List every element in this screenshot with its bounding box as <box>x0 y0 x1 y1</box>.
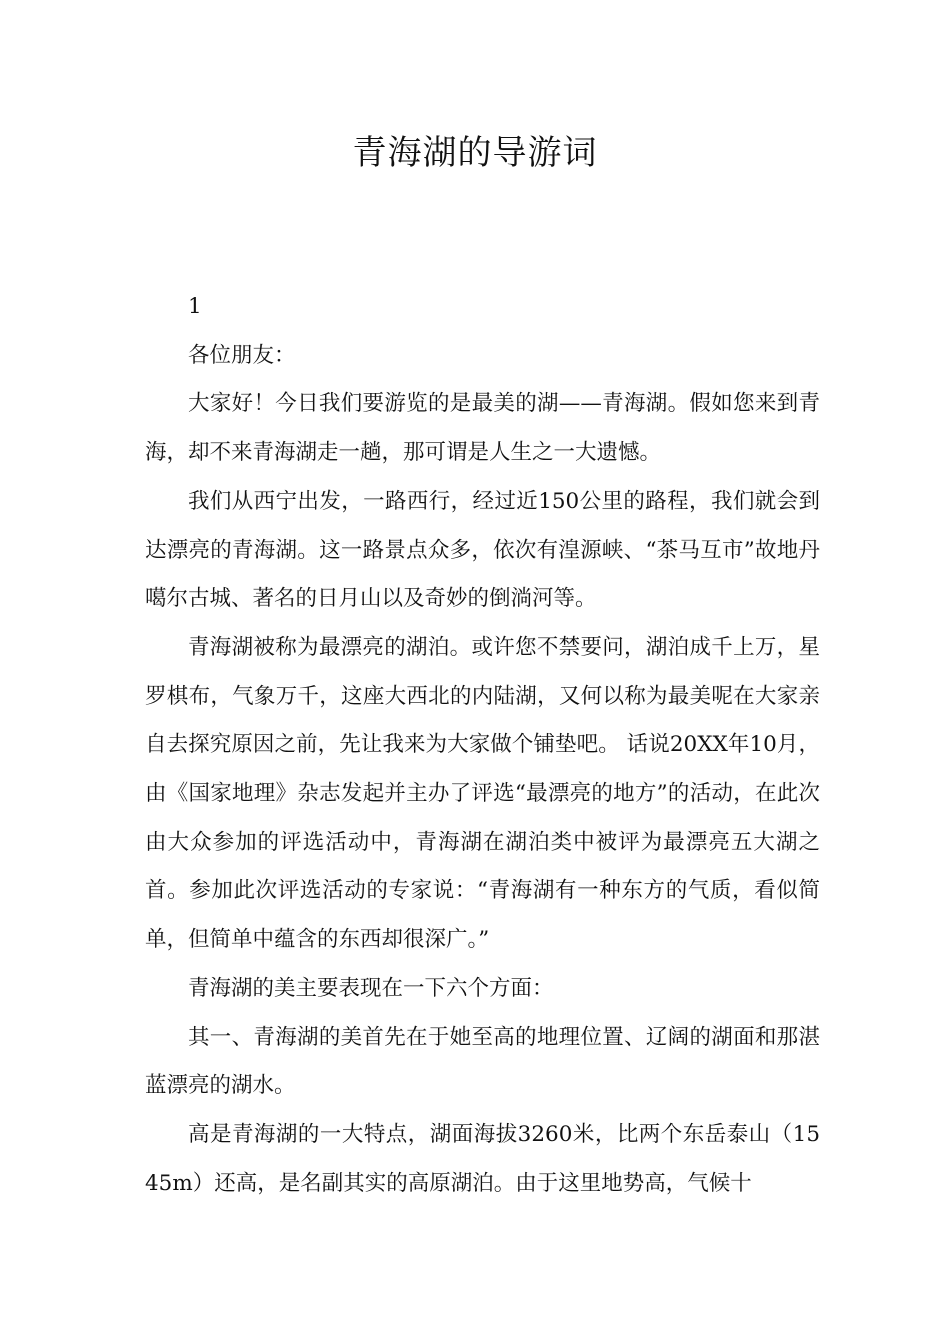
document-title: 青海湖的导游词 <box>352 133 598 173</box>
document-body <box>145 283 820 1208</box>
page-number-paragraph: 1 <box>188 294 202 319</box>
intro-paragraph: 大家好！今日我们要游览的是最美的湖——青海湖。假如您来到青海，却不来青海湖走一趟，那可谓是人生之一大遗憾。 <box>145 391 820 466</box>
altitude-paragraph: 高是青海湖的一大特点，湖面海拔3260米，比两个东岳泰山（1545m）还高，是名副其实的高原湖泊。由于这里地势高，气候十 <box>145 1121 820 1196</box>
reason-paragraph: 青海湖被称为最漂亮的湖泊。或许您不禁要问，湖泊成千上万，星罗棋布，气象万千，这座大西北的内陆湖，又何以称为最美呢在大家亲自去探究原因之前，先让我来为大家做个铺垫吧。 话说20XX年10月，由《国家地理》杂志发起并主办了评选“最漂亮的地方”的活动，在此次由大众参加的评选活动中，青海湖在湖泊类中被评为最漂亮五大湖之首。参加此次评选活动的专家说：“青海湖有一种东方的气质，看似简单，但简单中蕴含的东西却很深广。” <box>145 634 820 953</box>
greeting-paragraph: 各位朋友： <box>188 342 296 368</box>
route-paragraph: 我们从西宁出发，一路西行，经过近150公里的路程，我们就会到达漂亮的青海湖。这一路景点众多，依次有湟源峡、“茶马互市”故地丹噶尔古城、著名的日月山以及奇妙的倒淌河等。 <box>145 488 820 612</box>
beauty-aspects-paragraph: 青海湖的美主要表现在一下六个方面： <box>188 975 554 1001</box>
first-aspect-paragraph: 其一、青海湖的美首先在于她至高的地理位置、辽阔的湖面和那湛蓝漂亮的湖水。 <box>145 1024 820 1099</box>
